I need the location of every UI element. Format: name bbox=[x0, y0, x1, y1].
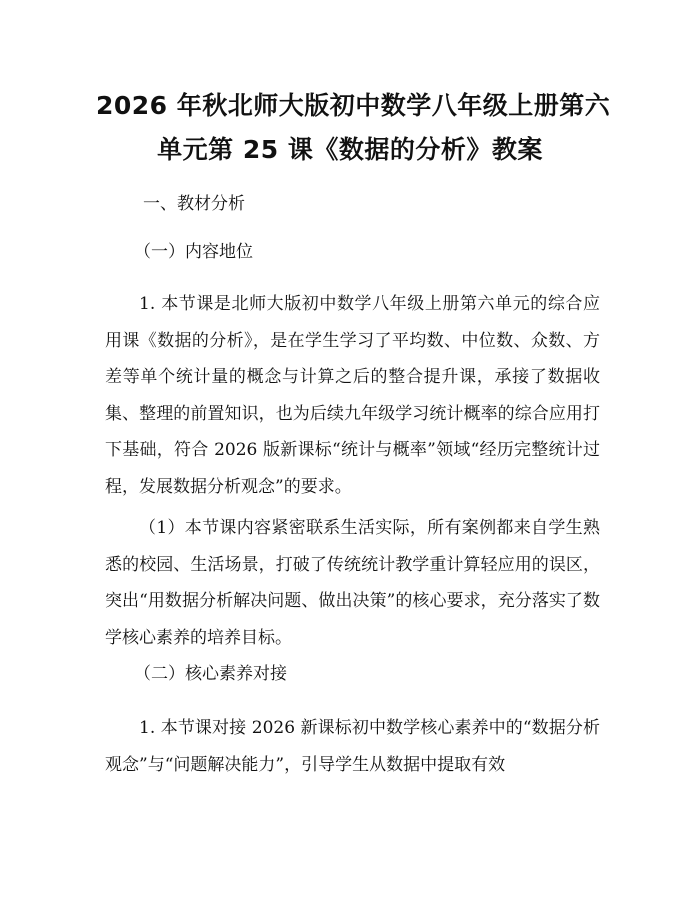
paragraph-core-literacy: 1. 本节课对接 2026 新课标初中数学核心素养中的“数据分析观念”与“问题解决能力”，引导学生从数据中提取有效 bbox=[105, 718, 600, 775]
document-title-line-2: 单元第 25 课《数据的分析》教案 bbox=[157, 135, 543, 164]
subsection-heading-core-literacy: （二）核心素养对接 bbox=[134, 664, 287, 684]
subsection-heading-content-position: （一）内容地位 bbox=[134, 242, 253, 262]
paragraph-content-position: 1. 本节课是北师大版初中数学八年级上册第六单元的综合应用课《数据的分析》，是在学生学习了平均数、中位数、众数、方差等单个统计量的概念与计算之后的整合提升课，承接了数据收集、整理的前置知识，也为后续九年级学习统计概率的综合应用打下基础，符合 2026 版新课标“统计与概率”领域“经历完整统计过程，发展数据分析观念”的要求。 bbox=[105, 294, 600, 497]
document-title-line-1: 2026 年秋北师大版初中数学八年级上册第六 bbox=[96, 91, 611, 120]
paragraph-real-life-connection: （1）本节课内容紧密联系生活实际，所有案例都来自学生熟悉的校园、生活场景，打破了传统统计教学重计算轻应用的误区，突出“用数据分析解决问题、做出决策”的核心要求，充分落实了数学核心素养的培养目标。 bbox=[105, 518, 600, 648]
section-heading-textbook-analysis: 一、教材分析 bbox=[143, 194, 245, 214]
